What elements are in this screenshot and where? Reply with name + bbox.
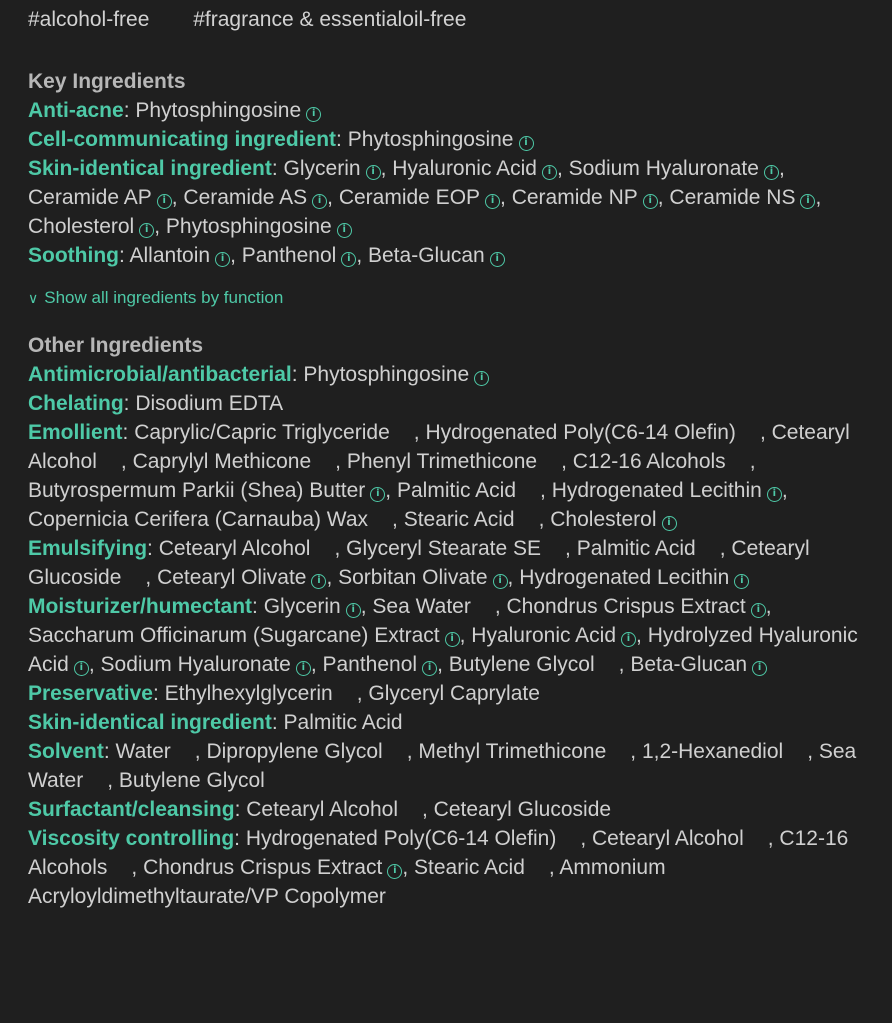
function-label[interactable]: Viscosity controlling <box>28 827 235 850</box>
ingredient-name[interactable]: Butyrospermum Parkii (Shea) Butter <box>28 479 366 502</box>
ingredient-name[interactable]: Hydrogenated Poly(C6-14 Olefin) <box>425 421 736 444</box>
info-icon[interactable]: i <box>643 194 658 209</box>
tag-fragrance-free[interactable]: #fragrance & essentialoil-free <box>193 8 467 31</box>
ingredient-function-row: Viscosity controlling: Hydrogenated Poly(C6-14 Olefin) , Cetearyl Alcohol , C12-16 Alcohols , Chondrus Crispus Extract i , Stearic Acid , Ammonium Acryloyldimethyltaurate/VP Copolymer <box>28 827 849 908</box>
ingredient-name[interactable]: Chondrus Crispus Extract <box>506 595 746 618</box>
ingredient-name[interactable]: Ceramide NS <box>669 186 796 209</box>
ingredient-name[interactable]: Water <box>115 740 171 763</box>
ingredient-name[interactable]: Glycerin <box>263 595 341 618</box>
ingredient-name[interactable]: Cetearyl Alcohol <box>28 421 850 473</box>
ingredient-name[interactable]: Sea Water <box>372 595 471 618</box>
info-icon[interactable]: i <box>662 516 677 531</box>
function-label[interactable]: Preservative <box>28 682 153 705</box>
ingredient-name[interactable]: Hydrogenated Poly(C6-14 Olefin) <box>245 827 557 850</box>
info-icon[interactable]: i <box>157 194 172 209</box>
ingredient-function-row: Emulsifying: Cetearyl Alcohol , Glyceryl Stearate SE , Palmitic Acid , Cetearyl Glucoside , Cetearyl Olivate i , Sorbitan Olivate i , Hydrogenated Lecithin i <box>28 537 810 589</box>
ingredient-name[interactable]: Beta-Glucan <box>630 653 748 676</box>
info-icon[interactable]: i <box>474 371 489 386</box>
info-icon[interactable]: i <box>422 661 437 676</box>
ingredient-name[interactable]: Ceramide AP <box>28 186 152 209</box>
function-label[interactable]: Cell-communicating ingredient <box>28 128 337 151</box>
ingredient-name[interactable]: Hyaluronic Acid <box>392 157 537 180</box>
other-ingredients-heading: Other Ingredients <box>28 334 204 357</box>
ingredient-function-row: Solvent: Water , Dipropylene Glycol , Methyl Trimethicone , 1,2-Hexanediol , Sea Water , Butylene Glycol <box>28 740 857 792</box>
ingredient-name[interactable]: Ammonium Acryloyldimethyltaurate/VP Copolymer <box>28 856 666 908</box>
ingredient-function-row: Surfactant/cleansing: Cetearyl Alcohol , Cetearyl Glucoside <box>28 798 612 821</box>
ingredient-name[interactable]: Palmitic Acid <box>396 479 517 502</box>
function-label[interactable]: Antimicrobial/antibacterial <box>28 363 292 386</box>
ingredient-name[interactable]: Copernicia Cerifera (Carnauba) Wax <box>28 508 369 531</box>
function-label[interactable]: Skin-identical ingredient <box>28 157 272 180</box>
ingredient-name[interactable]: Hyaluronic Acid <box>471 624 617 647</box>
ingredient-name[interactable]: Cetearyl Olivate <box>157 566 307 589</box>
ingredient-name[interactable]: Butylene Glycol <box>118 769 265 792</box>
ingredient-name[interactable]: Phytosphingosine <box>135 99 302 122</box>
show-all-label: Show all ingredients by function <box>44 288 284 307</box>
function-label[interactable]: Emollient <box>28 421 123 444</box>
ingredient-function-row: Moisturizer/humectant: Glycerin i , Sea Water , Chondrus Crispus Extract i , Saccharum Officinarum (Sugarcane) Extract i , Hyaluronic Acid i , Hydrolyzed Hyaluronic Acid i , Sodium Hyaluronate i , Panthenol i , Butylene Glycol , Beta-Glucan i <box>28 595 858 676</box>
info-icon[interactable]: i <box>485 194 500 209</box>
ingredient-function-row: Cell-communicating ingredient: Phytosphingosine i <box>28 125 874 154</box>
tag-alcohol-free[interactable]: #alcohol-free <box>28 8 150 31</box>
info-icon[interactable]: i <box>215 252 230 267</box>
ingredient-name[interactable]: Cholesterol <box>28 215 135 238</box>
ingredient-name[interactable]: Cetearyl Alcohol <box>158 537 311 560</box>
ingredient-name[interactable]: Chondrus Crispus Extract <box>143 856 383 879</box>
function-label[interactable]: Anti-acne <box>28 99 124 122</box>
ingredient-name[interactable]: Sorbitan Olivate <box>338 566 488 589</box>
ingredient-name[interactable]: Sodium Hyaluronate <box>100 653 291 676</box>
ingredient-name[interactable]: Cetearyl Alcohol <box>592 827 744 850</box>
info-icon[interactable]: i <box>370 487 385 502</box>
ingredient-name[interactable]: C12-16 Alcohols <box>28 827 849 879</box>
ingredient-function-row: Soothing: Allantoin i , Panthenol i , Beta-Glucan i <box>28 241 874 270</box>
function-label[interactable]: Skin-identical ingredient <box>28 711 272 734</box>
info-icon[interactable]: i <box>346 603 361 618</box>
ingredient-name[interactable]: Ethylhexylglycerin <box>164 682 333 705</box>
info-icon[interactable]: i <box>764 165 779 180</box>
ingredient-name[interactable]: Phytosphingosine <box>303 363 470 386</box>
ingredient-name[interactable]: Cetearyl Glucoside <box>433 798 612 821</box>
info-icon[interactable]: i <box>751 603 766 618</box>
ingredient-name[interactable]: Caprylic/Capric Triglyceride <box>134 421 390 444</box>
ingredient-name[interactable]: Stearic Acid <box>403 508 515 531</box>
ingredient-name[interactable]: Panthenol <box>241 244 337 267</box>
info-icon[interactable]: i <box>306 107 321 122</box>
chevron-down-icon: ∨ <box>28 290 39 306</box>
other-ingredients-list <box>28 360 874 911</box>
ingredient-name[interactable]: 1,2-Hexanediol <box>641 740 784 763</box>
key-ingredients-list <box>28 96 874 270</box>
ingredient-function-row: Preservative: Ethylhexylglycerin , Glyceryl Caprylate <box>28 682 540 705</box>
ingredient-name[interactable]: Phytosphingosine <box>347 128 514 151</box>
ingredient-name[interactable]: Glyceryl Caprylate <box>368 682 540 705</box>
info-icon[interactable]: i <box>621 632 636 647</box>
function-label[interactable]: Chelating <box>28 392 124 415</box>
info-icon[interactable]: i <box>542 165 557 180</box>
info-icon[interactable]: i <box>519 136 534 151</box>
ingredient-name[interactable]: Phytosphingosine <box>165 215 332 238</box>
ingredient-name[interactable]: Disodium EDTA <box>135 392 284 415</box>
function-label[interactable]: Emulsifying <box>28 537 148 560</box>
tag-row <box>28 5 874 34</box>
function-label[interactable]: Solvent <box>28 740 104 763</box>
ingredient-function-row: Antimicrobial/antibacterial: Phytosphingosine i <box>28 360 874 389</box>
ingredient-name[interactable]: Cetearyl Alcohol <box>246 798 398 821</box>
info-icon[interactable]: i <box>74 661 89 676</box>
info-icon[interactable]: i <box>767 487 782 502</box>
ingredient-name[interactable]: Glyceryl Stearate SE <box>346 537 542 560</box>
ingredient-name[interactable]: Sea Water <box>28 740 857 792</box>
ingredient-name[interactable]: Stearic Acid <box>414 856 525 879</box>
info-icon[interactable]: i <box>139 223 154 238</box>
ingredient-name[interactable]: Dipropylene Glycol <box>206 740 383 763</box>
ingredient-name[interactable]: C12-16 Alcohols <box>572 450 726 473</box>
ingredient-name[interactable]: Palmitic Acid <box>283 711 403 734</box>
info-icon[interactable]: i <box>296 661 311 676</box>
ingredient-name[interactable]: Ceramide EOP <box>338 186 481 209</box>
function-label[interactable]: Surfactant/cleansing <box>28 798 235 821</box>
info-icon[interactable]: i <box>341 252 356 267</box>
ingredient-name[interactable]: Cetearyl Glucoside <box>28 537 810 589</box>
ingredient-name[interactable]: Allantoin <box>129 244 211 267</box>
function-label[interactable]: Soothing <box>28 244 119 267</box>
ingredient-function-row: Anti-acne: Phytosphingosine i <box>28 96 874 125</box>
ingredient-name[interactable]: Sodium Hyaluronate <box>568 157 759 180</box>
ingredient-function-row: Skin-identical ingredient: Glycerin i , Hyaluronic Acid i , Sodium Hyaluronate i , Ceramide AP i , Ceramide AS i , Ceramide EOP i , Ceramide NP i , Ceramide NS i , Cholesterol i , Phytosphingosine i <box>28 157 822 238</box>
info-icon[interactable]: i <box>337 223 352 238</box>
info-icon[interactable]: i <box>312 194 327 209</box>
ingredient-name[interactable]: Phenyl Trimethicone <box>346 450 538 473</box>
ingredient-name[interactable]: Ceramide NP <box>511 186 638 209</box>
ingredient-name[interactable]: Methyl Trimethicone <box>418 740 607 763</box>
ingredient-name[interactable]: Hydrogenated Lecithin <box>519 566 730 589</box>
ingredient-name[interactable]: Caprylyl Methicone <box>132 450 312 473</box>
info-icon[interactable]: i <box>493 574 508 589</box>
ingredient-name[interactable]: Saccharum Officinarum (Sugarcane) Extract <box>28 624 440 647</box>
info-icon[interactable]: i <box>490 252 505 267</box>
ingredient-function-row: Chelating: Disodium EDTA <box>28 392 284 415</box>
ingredient-name[interactable]: Beta-Glucan <box>368 244 485 267</box>
info-icon[interactable]: i <box>445 632 460 647</box>
ingredient-function-row: Skin-identical ingredient: Palmitic Acid <box>28 711 403 734</box>
ingredient-function-row: Emollient: Caprylic/Capric Triglyceride , Hydrogenated Poly(C6-14 Olefin) , Cetearyl Alcohol , Caprylyl Methicone , Phenyl Trimethicone , C12-16 Alcohols , Butyrospermum Parkii (Shea) Butter i , Palmitic Acid , Hydrogenated Lecithin i , Copernicia Cerifera (Carnauba) Wax , Stearic Acid , Cholesterol i <box>28 421 850 531</box>
ingredient-name[interactable]: Palmitic Acid <box>576 537 696 560</box>
ingredient-name[interactable]: Cholesterol <box>550 508 657 531</box>
info-icon[interactable]: i <box>800 194 815 209</box>
ingredient-name[interactable]: Butylene Glycol <box>448 653 595 676</box>
ingredient-name[interactable]: Panthenol <box>322 653 418 676</box>
info-icon[interactable]: i <box>752 661 767 676</box>
info-icon[interactable]: i <box>734 574 749 589</box>
info-icon[interactable]: i <box>387 864 402 879</box>
ingredient-name[interactable]: Hydrogenated Lecithin <box>551 479 762 502</box>
ingredient-name[interactable]: Ceramide AS <box>183 186 308 209</box>
show-all-functions-toggle[interactable] <box>28 286 874 310</box>
key-ingredients-heading: Key Ingredients <box>28 70 186 93</box>
function-label[interactable]: Moisturizer/humectant <box>28 595 253 618</box>
info-icon[interactable]: i <box>366 165 381 180</box>
ingredient-name[interactable]: Hydrolyzed Hyaluronic Acid <box>28 624 858 676</box>
info-icon[interactable]: i <box>311 574 326 589</box>
ingredient-name[interactable]: Glycerin <box>283 157 361 180</box>
